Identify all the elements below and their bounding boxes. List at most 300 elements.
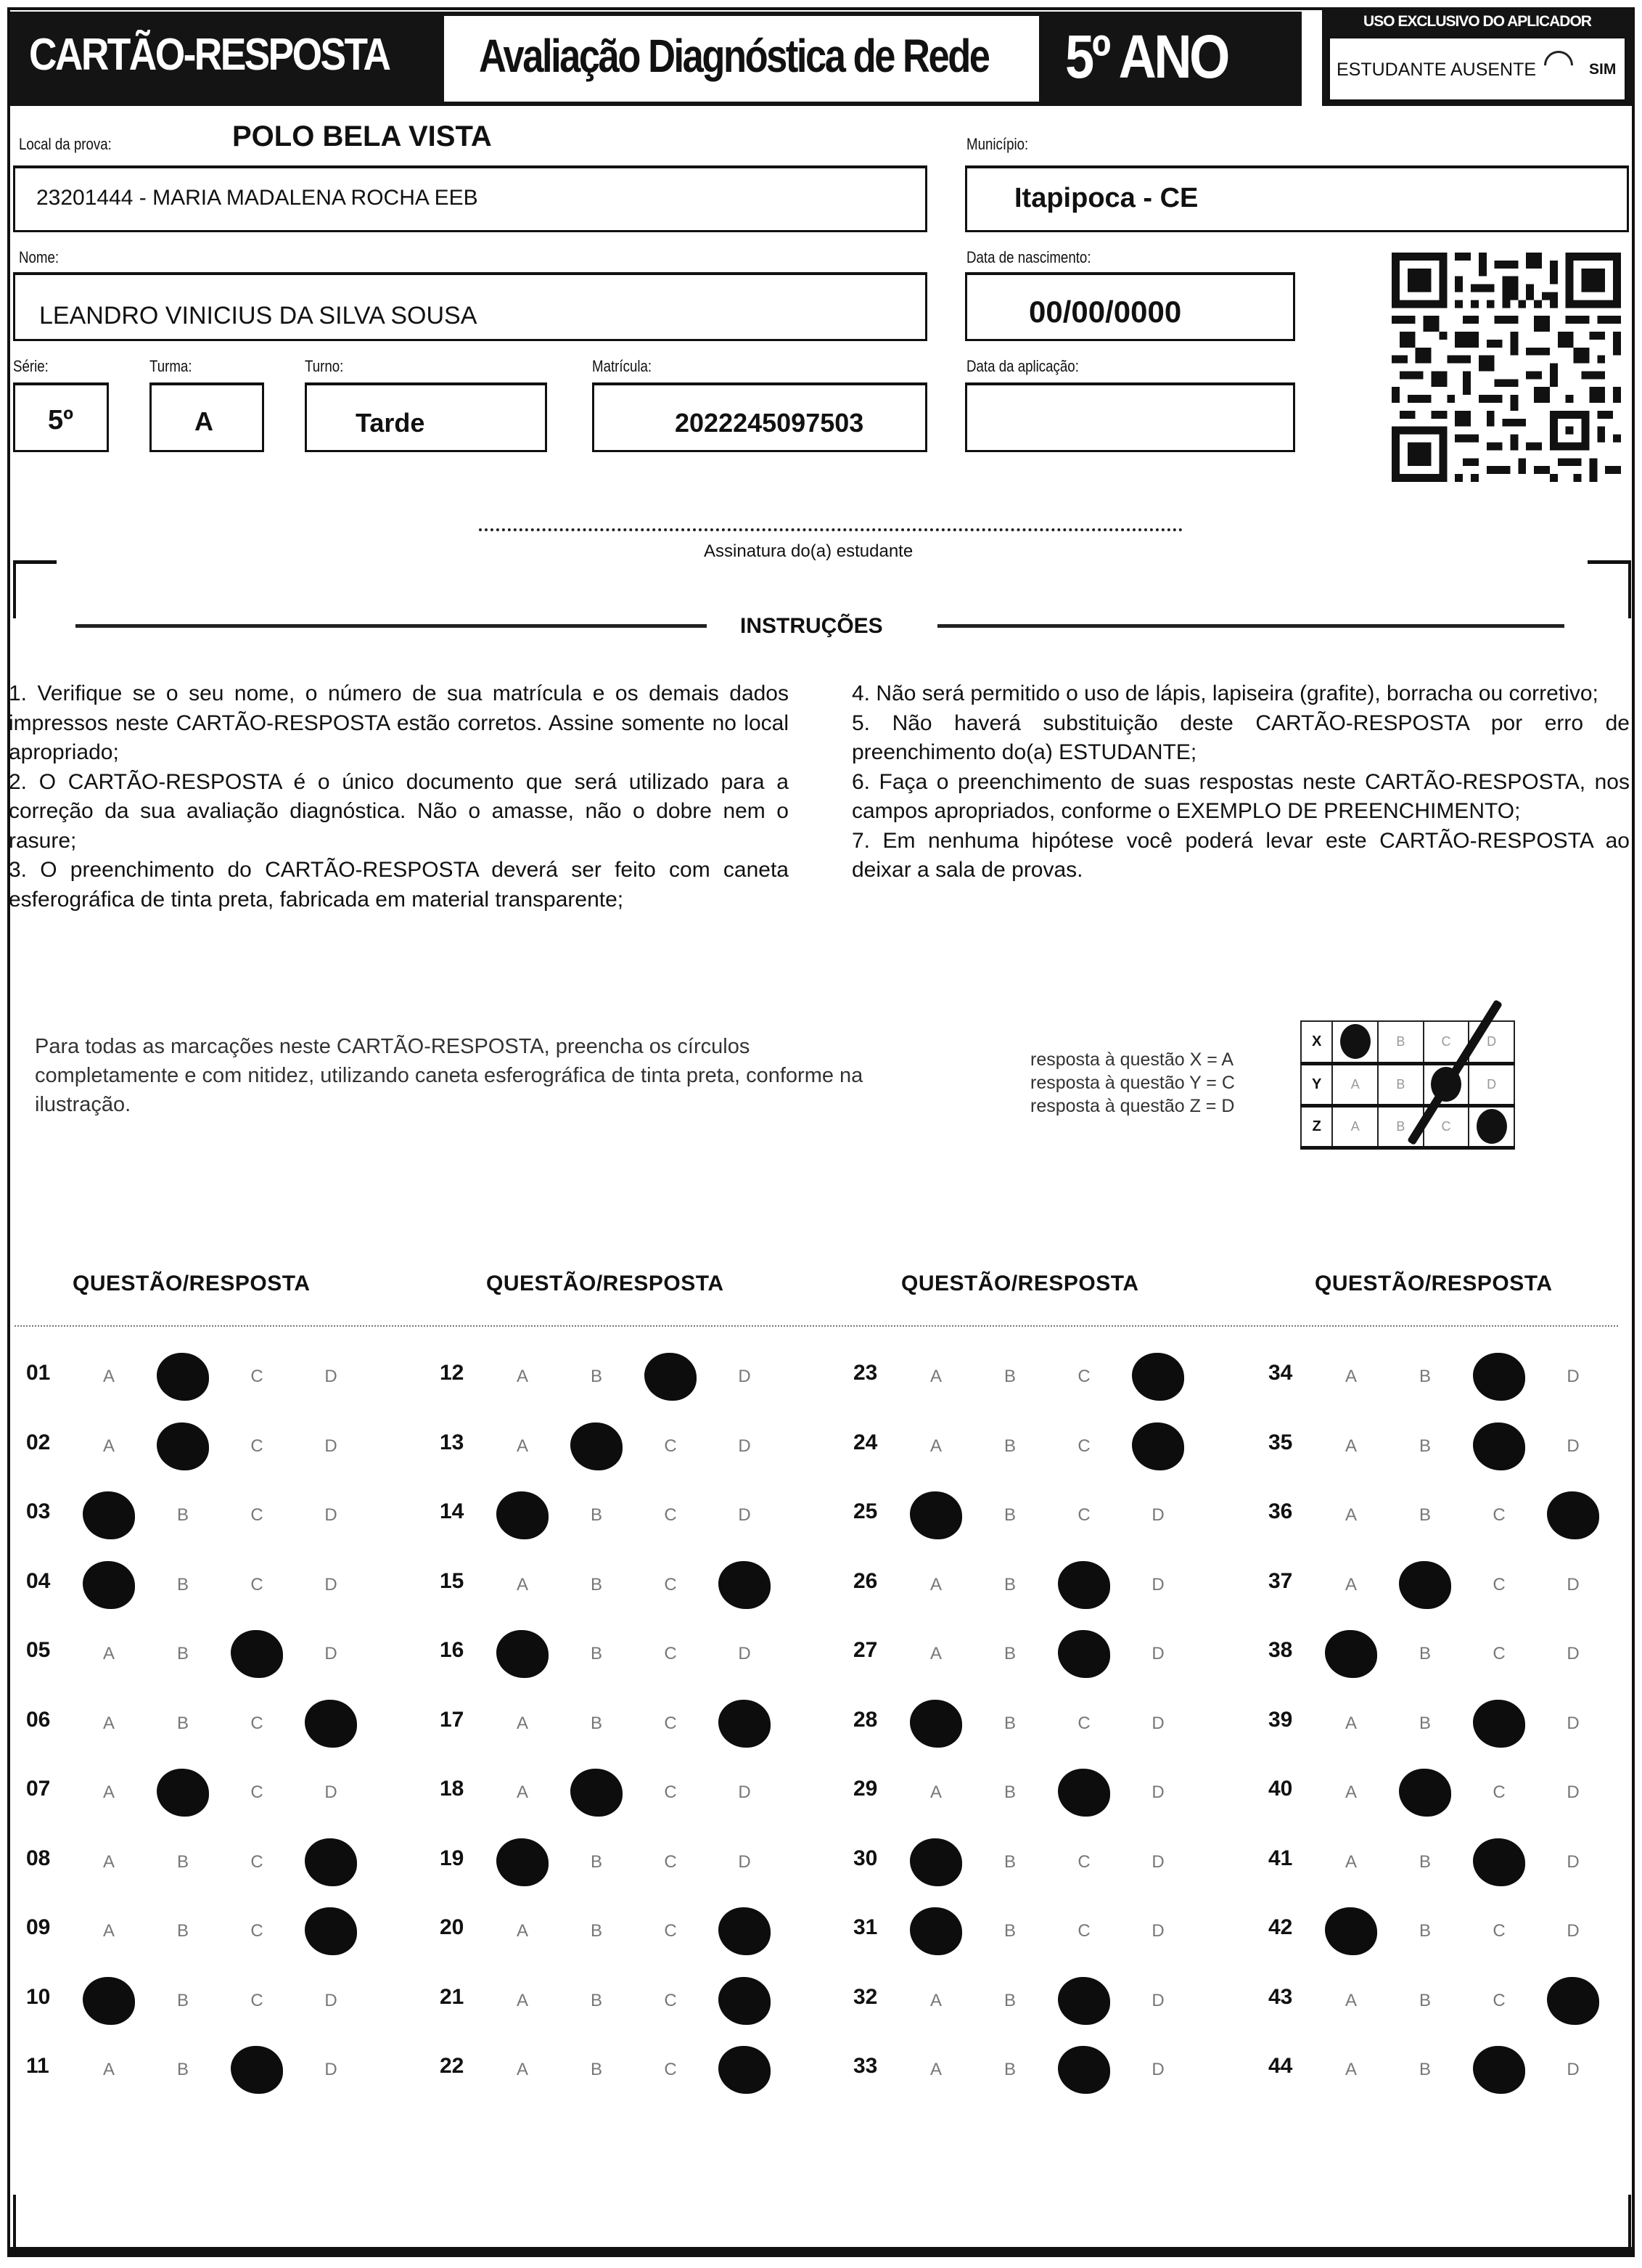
answer-bubble-d[interactable] bbox=[1132, 1769, 1184, 1816]
instruction-item: 7. Em nenhuma hipótese você poderá levar este CARTÃO-RESPOSTA ao deixar a sala de provas. bbox=[852, 828, 1630, 882]
answer-bubble-a[interactable] bbox=[496, 1562, 549, 1608]
example-answers bbox=[1030, 1048, 1235, 1118]
answer-bubble-c[interactable] bbox=[1473, 1839, 1525, 1886]
answer-bubble-a[interactable] bbox=[910, 1769, 962, 1816]
answer-bubble-b[interactable] bbox=[1399, 1562, 1451, 1608]
answer-bubble-c[interactable] bbox=[231, 1839, 283, 1886]
answer-bubble-a[interactable] bbox=[496, 1354, 549, 1400]
answer-bubble-c[interactable] bbox=[231, 1423, 283, 1470]
option-letter: D bbox=[324, 1436, 337, 1456]
example-answer-x: resposta à questão X = A bbox=[1030, 1049, 1234, 1070]
answer-bubble-b[interactable] bbox=[1399, 1908, 1451, 1954]
answer-bubble-b[interactable] bbox=[1399, 1839, 1451, 1886]
filled-circle-icon bbox=[1473, 1353, 1525, 1401]
option-letter: B bbox=[1419, 2060, 1431, 2079]
answer-bubble-c[interactable] bbox=[644, 1700, 697, 1747]
answer-bubble-c[interactable] bbox=[644, 1769, 697, 1816]
question-number: 12 bbox=[440, 1361, 464, 1385]
answer-bubble-d[interactable] bbox=[305, 1908, 357, 1954]
option-letter: C bbox=[250, 1367, 263, 1386]
option-letter: D bbox=[1567, 1713, 1580, 1733]
answer-bubble-b[interactable] bbox=[984, 1423, 1036, 1470]
option-letter: C bbox=[250, 1436, 263, 1456]
answer-bubble-a[interactable] bbox=[910, 1492, 962, 1539]
answer-bubble-b[interactable] bbox=[157, 1769, 209, 1816]
answer-bubble-b[interactable] bbox=[1399, 1354, 1451, 1400]
option-letter: B bbox=[1003, 1574, 1016, 1594]
question-number: 01 bbox=[26, 1361, 51, 1385]
option-letter: A bbox=[516, 1367, 528, 1386]
answer-bubble-a[interactable] bbox=[910, 2047, 962, 2093]
answer-bubble-c[interactable] bbox=[1473, 1631, 1525, 1677]
answer-bubble-d[interactable] bbox=[1132, 1562, 1184, 1608]
aplicacao-label: Data da aplicação: bbox=[966, 357, 1079, 375]
answer-row bbox=[20, 1622, 434, 1692]
answer-bubble-d[interactable] bbox=[1547, 1769, 1599, 1816]
answer-bubble-a[interactable] bbox=[910, 1700, 962, 1747]
question-number: 03 bbox=[26, 1499, 51, 1523]
answer-bubble-b[interactable] bbox=[570, 1839, 623, 1886]
answer-bubble-d[interactable] bbox=[305, 1631, 357, 1677]
answer-bubble-a[interactable] bbox=[83, 1562, 135, 1608]
answer-bubble-c[interactable] bbox=[1473, 1908, 1525, 1954]
answer-bubble-a[interactable] bbox=[496, 1908, 549, 1954]
applicator-title: USO EXCLUSIVO DO APLICADOR bbox=[1363, 13, 1591, 30]
answer-bubble-c[interactable] bbox=[1473, 2047, 1525, 2093]
option-letter: C bbox=[664, 1574, 677, 1594]
option-letter: A bbox=[516, 1713, 528, 1733]
filled-circle-icon bbox=[910, 1491, 962, 1539]
option-letter: C bbox=[1493, 1782, 1506, 1802]
answer-bubble-a[interactable] bbox=[1325, 1562, 1377, 1608]
answer-bubble-d[interactable] bbox=[1132, 1839, 1184, 1886]
answer-bubble-a[interactable] bbox=[83, 1978, 135, 2024]
answer-bubble-c[interactable] bbox=[231, 1354, 283, 1400]
answer-bubble-c[interactable] bbox=[1058, 1423, 1110, 1470]
question-number: 16 bbox=[440, 1638, 464, 1662]
question-number: 42 bbox=[1268, 1915, 1293, 1939]
answer-row bbox=[1263, 1692, 1642, 1761]
question-number: 30 bbox=[853, 1846, 878, 1870]
option-letter: B bbox=[176, 1644, 189, 1663]
answer-bubble-d[interactable] bbox=[718, 1631, 771, 1677]
answer-bubble-c[interactable] bbox=[231, 1769, 283, 1816]
answer-bubble-a[interactable] bbox=[1325, 1908, 1377, 1954]
answer-bubble-b[interactable] bbox=[157, 1978, 209, 2024]
answer-bubble-d[interactable] bbox=[305, 1978, 357, 2024]
answer-bubble-b[interactable] bbox=[570, 1562, 623, 1608]
answer-bubble-c[interactable] bbox=[1058, 1700, 1110, 1747]
answer-bubble-c[interactable] bbox=[1473, 1562, 1525, 1608]
answer-bubble-c[interactable] bbox=[1473, 1423, 1525, 1470]
option-letter: A bbox=[102, 1782, 115, 1802]
answer-bubble-d[interactable] bbox=[718, 1562, 771, 1608]
answer-bubble-d[interactable] bbox=[1132, 1908, 1184, 1954]
answer-bubble-d[interactable] bbox=[1132, 1492, 1184, 1539]
option-letter: A bbox=[1345, 1713, 1357, 1733]
option-letter: B bbox=[176, 1990, 189, 2010]
option-letter: D bbox=[738, 1644, 751, 1663]
answer-bubble-d[interactable] bbox=[1547, 2047, 1599, 2093]
answer-bubble-c[interactable] bbox=[644, 1631, 697, 1677]
answer-bubble-d[interactable] bbox=[1547, 1354, 1599, 1400]
answer-bubble-a[interactable] bbox=[910, 1562, 962, 1608]
question-number: 08 bbox=[26, 1846, 51, 1870]
answer-bubble-b[interactable] bbox=[157, 1839, 209, 1886]
answer-bubble-d[interactable] bbox=[1547, 1908, 1599, 1954]
answer-bubble-a[interactable] bbox=[83, 1908, 135, 1954]
answer-bubble-c[interactable] bbox=[644, 1978, 697, 2024]
answer-bubble-d[interactable] bbox=[1132, 2047, 1184, 2093]
option-letter: B bbox=[590, 1505, 602, 1525]
option-letter: D bbox=[1567, 1574, 1580, 1594]
answer-bubble-a[interactable] bbox=[83, 1769, 135, 1816]
answer-bubble-b[interactable] bbox=[157, 1423, 209, 1470]
answer-bubble-a[interactable] bbox=[910, 1631, 962, 1677]
answer-bubble-d[interactable] bbox=[1132, 1354, 1184, 1400]
answer-row bbox=[1263, 1622, 1642, 1692]
answer-bubble-c[interactable] bbox=[1058, 1908, 1110, 1954]
answer-bubble-b[interactable] bbox=[157, 1562, 209, 1608]
answer-bubble-c[interactable] bbox=[231, 1562, 283, 1608]
option-letter: A bbox=[929, 1574, 942, 1594]
option-letter: D bbox=[1567, 1367, 1580, 1386]
answer-bubble-a[interactable] bbox=[1325, 1354, 1377, 1400]
answer-bubble-c[interactable] bbox=[1473, 1700, 1525, 1747]
answer-row bbox=[1263, 1415, 1642, 1484]
answer-bubble-b[interactable] bbox=[1399, 1700, 1451, 1747]
option-letter: C bbox=[664, 1644, 677, 1663]
answer-row bbox=[847, 1761, 1261, 1830]
answer-bubble-d[interactable] bbox=[1547, 1700, 1599, 1747]
answer-bubble-d[interactable] bbox=[1547, 1423, 1599, 1470]
filled-circle-icon bbox=[718, 1907, 771, 1955]
option-letter: B bbox=[590, 1921, 602, 1941]
answer-bubble-a[interactable] bbox=[1325, 1492, 1377, 1539]
option-letter: D bbox=[1567, 1921, 1580, 1941]
answer-row bbox=[20, 1899, 434, 1969]
answer-bubble-d[interactable] bbox=[1132, 1700, 1184, 1747]
answer-bubble-c[interactable] bbox=[1058, 1492, 1110, 1539]
example-filled-bubble bbox=[1332, 1021, 1378, 1063]
answer-bubble-a[interactable] bbox=[83, 1700, 135, 1747]
answer-bubble-d[interactable] bbox=[718, 2047, 771, 2093]
answer-bubble-d[interactable] bbox=[1547, 1839, 1599, 1886]
answer-bubble-a[interactable] bbox=[496, 1492, 549, 1539]
answer-bubble-a[interactable] bbox=[1325, 1423, 1377, 1470]
answer-bubble-a[interactable] bbox=[1325, 1769, 1377, 1816]
answer-bubble-b[interactable] bbox=[570, 1769, 623, 1816]
answer-bubble-b[interactable] bbox=[984, 1769, 1036, 1816]
answer-bubble-a[interactable] bbox=[496, 2047, 549, 2093]
instructions-right bbox=[852, 679, 1630, 885]
answer-bubble-b[interactable] bbox=[570, 1492, 623, 1539]
option-letter: B bbox=[1003, 1851, 1016, 1872]
answer-bubble-b[interactable] bbox=[157, 1492, 209, 1539]
example-empty-bubble: C bbox=[1424, 1105, 1469, 1147]
option-letter: D bbox=[1152, 1574, 1165, 1594]
answer-bubble-a[interactable] bbox=[1325, 2047, 1377, 2093]
answer-row bbox=[434, 1761, 847, 1830]
question-number: 18 bbox=[440, 1777, 464, 1801]
example-grid bbox=[1300, 1020, 1515, 1150]
answer-bubble-d[interactable] bbox=[718, 1354, 771, 1400]
answer-bubble-d[interactable] bbox=[718, 1908, 771, 1954]
answer-bubble-c[interactable] bbox=[1473, 1769, 1525, 1816]
answer-bubble-a[interactable] bbox=[496, 1631, 549, 1677]
option-letter: D bbox=[1152, 1505, 1165, 1525]
answer-bubble-a[interactable] bbox=[1325, 1978, 1377, 2024]
instructions-rule-left bbox=[75, 624, 707, 628]
answer-row bbox=[434, 1483, 847, 1553]
option-letter: D bbox=[1567, 2060, 1580, 2079]
answer-bubble-b[interactable] bbox=[157, 1908, 209, 1954]
option-letter: A bbox=[929, 2060, 942, 2079]
local-value: 23201444 - MARIA MADALENA ROCHA EEB bbox=[36, 186, 478, 210]
option-letter: A bbox=[102, 1851, 115, 1872]
question-number: 19 bbox=[440, 1846, 464, 1870]
answer-bubble-c[interactable] bbox=[1473, 1492, 1525, 1539]
filled-circle-icon bbox=[1132, 1353, 1184, 1401]
example-empty-bubble: B bbox=[1378, 1063, 1424, 1105]
answer-bubble-d[interactable] bbox=[1132, 1423, 1184, 1470]
answer-bubble-a[interactable] bbox=[910, 1423, 962, 1470]
answer-bubble-d[interactable] bbox=[305, 1562, 357, 1608]
answer-row bbox=[847, 1415, 1261, 1484]
answer-bubble-b[interactable] bbox=[1399, 1492, 1451, 1539]
answer-bubble-c[interactable] bbox=[644, 1562, 697, 1608]
answer-bubble-d[interactable] bbox=[1547, 1562, 1599, 1608]
column-header-1: QUESTÃO/RESPOSTA bbox=[73, 1272, 311, 1295]
answer-bubble-d[interactable] bbox=[305, 1769, 357, 1816]
answer-bubble-c[interactable] bbox=[644, 1492, 697, 1539]
nome-value: LEANDRO VINICIUS DA SILVA SOUSA bbox=[39, 302, 477, 329]
municipio-label: Município: bbox=[966, 135, 1029, 153]
filled-circle-icon bbox=[718, 1561, 771, 1609]
answer-bubble-b[interactable] bbox=[570, 1631, 623, 1677]
corner-mark-top-left bbox=[13, 560, 57, 618]
answer-bubble-c[interactable] bbox=[644, 1354, 697, 1400]
question-number: 28 bbox=[853, 1707, 878, 1732]
answer-row bbox=[847, 1830, 1261, 1900]
answer-bubble-b[interactable] bbox=[157, 2047, 209, 2093]
option-letter: A bbox=[929, 1436, 942, 1456]
answer-row bbox=[20, 1415, 434, 1484]
answer-bubble-c[interactable] bbox=[231, 1492, 283, 1539]
answer-bubble-b[interactable] bbox=[570, 1978, 623, 2024]
answer-bubble-a[interactable] bbox=[910, 1978, 962, 2024]
answer-bubble-d[interactable] bbox=[718, 1492, 771, 1539]
option-letter: D bbox=[1152, 1782, 1165, 1802]
answer-bubble-d[interactable] bbox=[305, 1839, 357, 1886]
answer-bubble-a[interactable] bbox=[496, 1978, 549, 2024]
exam-title: Avaliação Diagnóstica de Rede bbox=[479, 30, 989, 82]
answer-bubble-a[interactable] bbox=[496, 1769, 549, 1816]
answer-bubble-d[interactable] bbox=[1132, 1978, 1184, 2024]
answer-bubble-d[interactable] bbox=[1547, 1631, 1599, 1677]
answer-bubble-a[interactable] bbox=[83, 1631, 135, 1677]
filled-circle-icon bbox=[1340, 1024, 1371, 1059]
signature-line[interactable] bbox=[479, 528, 1183, 531]
answer-bubble-d[interactable] bbox=[718, 1839, 771, 1886]
answer-bubble-d[interactable] bbox=[1547, 1492, 1599, 1539]
answer-bubble-b[interactable] bbox=[984, 1492, 1036, 1539]
answer-bubble-c[interactable] bbox=[231, 1631, 283, 1677]
option-letter: A bbox=[516, 1436, 528, 1456]
answer-bubble-b[interactable] bbox=[570, 1423, 623, 1470]
question-number: 27 bbox=[853, 1638, 878, 1662]
answer-bubble-c[interactable] bbox=[644, 1908, 697, 1954]
filled-circle-icon bbox=[1473, 1422, 1525, 1470]
answer-bubble-b[interactable] bbox=[984, 1631, 1036, 1677]
answer-row bbox=[1263, 1830, 1642, 1900]
answer-bubble-a[interactable] bbox=[1325, 1700, 1377, 1747]
answer-bubble-a[interactable] bbox=[910, 1839, 962, 1886]
answer-bubble-a[interactable] bbox=[496, 1700, 549, 1747]
answer-bubble-c[interactable] bbox=[1058, 1562, 1110, 1608]
answer-bubble-b[interactable] bbox=[1399, 2047, 1451, 2093]
answer-bubble-c[interactable] bbox=[644, 1839, 697, 1886]
answer-bubble-b[interactable] bbox=[984, 1908, 1036, 1954]
answer-bubble-c[interactable] bbox=[1058, 1631, 1110, 1677]
answer-bubble-c[interactable] bbox=[231, 1700, 283, 1747]
answer-bubble-c[interactable] bbox=[1058, 1978, 1110, 2024]
question-number: 39 bbox=[1268, 1707, 1293, 1732]
example-question-label: Z bbox=[1301, 1105, 1332, 1147]
option-letter: C bbox=[250, 1782, 263, 1802]
answer-bubble-b[interactable] bbox=[1399, 1769, 1451, 1816]
filled-circle-icon bbox=[305, 1838, 357, 1886]
answer-bubble-c[interactable] bbox=[1058, 1354, 1110, 1400]
option-letter: B bbox=[590, 1851, 602, 1872]
corner-mark-bottom-right bbox=[1588, 2195, 1631, 2253]
answer-bubble-d[interactable] bbox=[718, 1769, 771, 1816]
question-number: 06 bbox=[26, 1707, 51, 1732]
answer-bubble-a[interactable] bbox=[83, 1354, 135, 1400]
option-letter: C bbox=[664, 1851, 677, 1872]
answer-bubble-d[interactable] bbox=[718, 1700, 771, 1747]
answer-bubble-a[interactable] bbox=[496, 1839, 549, 1886]
option-letter: C bbox=[664, 1505, 677, 1525]
answer-bubble-b[interactable] bbox=[984, 1562, 1036, 1608]
answer-bubble-a[interactable] bbox=[910, 1354, 962, 1400]
option-letter: A bbox=[929, 1990, 942, 2010]
option-letter: A bbox=[102, 2060, 115, 2079]
answer-bubble-d[interactable] bbox=[305, 1492, 357, 1539]
question-number: 35 bbox=[1268, 1430, 1293, 1454]
answer-bubble-c[interactable] bbox=[644, 2047, 697, 2093]
answer-bubble-a[interactable] bbox=[1325, 1631, 1377, 1677]
answer-bubble-b[interactable] bbox=[1399, 1423, 1451, 1470]
answer-bubble-b[interactable] bbox=[157, 1631, 209, 1677]
question-number: 43 bbox=[1268, 1984, 1293, 2009]
answer-bubble-b[interactable] bbox=[1399, 1978, 1451, 2024]
answer-bubble-c[interactable] bbox=[1058, 1769, 1110, 1816]
answer-bubble-c[interactable] bbox=[1473, 1354, 1525, 1400]
answer-bubble-a[interactable] bbox=[83, 1492, 135, 1539]
answer-bubble-b[interactable] bbox=[1399, 1631, 1451, 1677]
answer-row bbox=[434, 1899, 847, 1969]
answer-bubble-d[interactable] bbox=[305, 1700, 357, 1747]
answer-bubble-a[interactable] bbox=[83, 1839, 135, 1886]
answer-bubble-a[interactable] bbox=[910, 1908, 962, 1954]
aplicacao-field[interactable] bbox=[965, 382, 1295, 452]
filled-circle-icon bbox=[496, 1491, 549, 1539]
answer-bubble-b[interactable] bbox=[570, 1908, 623, 1954]
option-letter: A bbox=[102, 1367, 115, 1386]
option-letter: C bbox=[250, 1505, 263, 1525]
question-number: 26 bbox=[853, 1568, 878, 1593]
answer-bubble-d[interactable] bbox=[1547, 1978, 1599, 2024]
option-letter: B bbox=[176, 1574, 189, 1594]
question-number: 13 bbox=[440, 1430, 464, 1454]
answer-bubble-c[interactable] bbox=[1058, 2047, 1110, 2093]
answer-bubble-b[interactable] bbox=[570, 2047, 623, 2093]
answer-bubble-c[interactable] bbox=[231, 2047, 283, 2093]
answer-bubble-c[interactable] bbox=[231, 1908, 283, 1954]
answer-bubble-b[interactable] bbox=[984, 1700, 1036, 1747]
answer-bubble-c[interactable] bbox=[644, 1423, 697, 1470]
answer-bubble-d[interactable] bbox=[305, 1423, 357, 1470]
instructions-rule-right bbox=[937, 624, 1564, 628]
answer-bubble-a[interactable] bbox=[1325, 1839, 1377, 1886]
example-question-label: Y bbox=[1301, 1063, 1332, 1105]
answer-bubble-b[interactable] bbox=[984, 1978, 1036, 2024]
filled-circle-icon bbox=[1058, 1630, 1110, 1678]
corner-mark-top-right bbox=[1588, 560, 1631, 618]
answer-bubble-b[interactable] bbox=[157, 1700, 209, 1747]
answer-row bbox=[1263, 1969, 1642, 2039]
filled-circle-icon bbox=[157, 1422, 209, 1470]
answer-bubble-b[interactable] bbox=[570, 1700, 623, 1747]
question-number: 05 bbox=[26, 1638, 51, 1662]
answer-row bbox=[847, 1345, 1261, 1415]
answer-bubble-b[interactable] bbox=[984, 1839, 1036, 1886]
answer-bubble-b[interactable] bbox=[570, 1354, 623, 1400]
answer-bubble-d[interactable] bbox=[305, 2047, 357, 2093]
option-letter: B bbox=[590, 1367, 602, 1386]
answer-row bbox=[1263, 2038, 1642, 2108]
option-letter: A bbox=[102, 1644, 115, 1663]
filled-circle-icon bbox=[718, 1700, 771, 1748]
column-header-4: QUESTÃO/RESPOSTA bbox=[1315, 1272, 1553, 1295]
answer-row bbox=[847, 1692, 1261, 1761]
answer-row bbox=[20, 1692, 434, 1761]
option-letter: A bbox=[516, 2060, 528, 2079]
answer-bubble-c[interactable] bbox=[1058, 1839, 1110, 1886]
option-letter: C bbox=[1077, 1505, 1091, 1525]
answer-bubble-b[interactable] bbox=[157, 1354, 209, 1400]
question-number: 02 bbox=[26, 1430, 51, 1454]
answer-bubble-c[interactable] bbox=[1473, 1978, 1525, 2024]
option-letter: B bbox=[1419, 1367, 1431, 1386]
example-empty-bubble: D bbox=[1469, 1021, 1514, 1063]
answer-bubble-d[interactable] bbox=[305, 1354, 357, 1400]
option-letter: B bbox=[1003, 1367, 1016, 1386]
option-letter: B bbox=[1419, 1921, 1431, 1941]
answer-bubble-d[interactable] bbox=[1132, 1631, 1184, 1677]
answer-bubble-a[interactable] bbox=[83, 2047, 135, 2093]
answer-bubble-d[interactable] bbox=[718, 1423, 771, 1470]
answer-bubble-a[interactable] bbox=[496, 1423, 549, 1470]
filled-circle-icon bbox=[1399, 1769, 1451, 1817]
answer-bubble-b[interactable] bbox=[984, 2047, 1036, 2093]
answer-bubble-c[interactable] bbox=[231, 1978, 283, 2024]
answer-bubble-d[interactable] bbox=[718, 1978, 771, 2024]
option-letter: B bbox=[1419, 1436, 1431, 1456]
answer-bubble-a[interactable] bbox=[83, 1423, 135, 1470]
answer-bubble-b[interactable] bbox=[984, 1354, 1036, 1400]
